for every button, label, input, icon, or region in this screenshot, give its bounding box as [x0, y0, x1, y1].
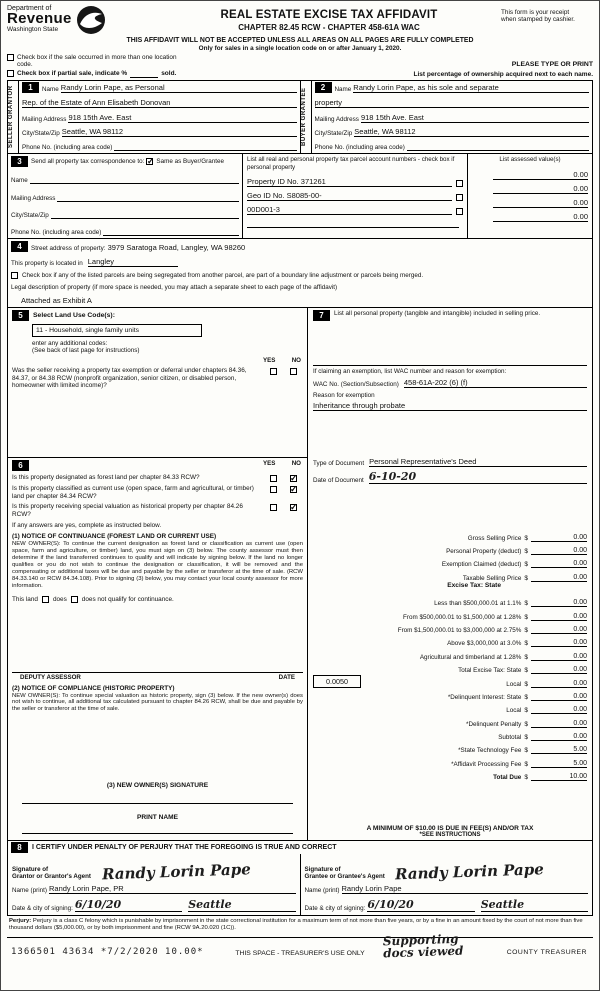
deputy-assessor-label: DEPUTY ASSESSOR [20, 673, 81, 681]
money-label: Subtotal [498, 734, 522, 742]
land-does-not-checkbox[interactable] [71, 596, 78, 603]
corr-phone-label: Phone No. (including area code) [11, 229, 102, 236]
receipt-note-line1: This form is your receipt [501, 9, 570, 16]
notice-continuance-title: (1) NOTICE OF CONTINUANCE (FOREST LAND OR CURRENT USE) [12, 533, 217, 541]
supporting-docs-line2: docs viewed [382, 943, 464, 961]
located-in-label: This property is located in [11, 260, 83, 267]
current-use-question: Is this property classified as current use (open space, farm and agricultural, or timber) land per chapter 84.34 RCW? [12, 485, 254, 500]
dollar-sign: $ [524, 774, 528, 782]
money-label: Local [506, 707, 522, 715]
parcel-personal-checkbox-2[interactable] [456, 194, 463, 201]
supporting-docs-line1: Supporting [382, 931, 459, 949]
section-8-badge: 8 [11, 842, 28, 853]
receipt-note [501, 5, 593, 23]
section-3-badge: 3 [11, 156, 28, 167]
doc-date-label: Date of Document [313, 477, 364, 485]
dollar-sign: $ [524, 693, 528, 701]
dollar-sign: $ [524, 547, 528, 555]
perjury-text: Perjury is a class C felony which is punishable by imprisonment in the state correctional institution for a maximum term of not more than five years, or by a fine in an amount fixed by the court of not more than five thousand dollars ($5,000.00), or by both imprisonment and fine (RCW 9A.20.020 (1C)). [9, 918, 583, 931]
land-use-section [8, 308, 307, 458]
historic-question: Is this property receiving special valuation as historical property per chapter 84.26 RCW? [12, 503, 243, 518]
money-value[interactable]: 0.00 [531, 680, 587, 688]
assessed-value-4[interactable]: 0.00 [493, 212, 588, 222]
does-label: does [52, 595, 67, 603]
buyer-mailing-input[interactable]: 918 15th Ave. East [361, 113, 589, 123]
grantee-city-input[interactable]: Seattle [481, 898, 588, 912]
money-value[interactable]: 0.00 [531, 693, 587, 701]
street-address-input[interactable]: 3979 Saratoga Road, Langley, WA 98260 [107, 243, 246, 252]
segregated-label: Check box if any of the listed parcels are being segregated from another parcel, are part of a boundary line adjustment or parcels being merged. [22, 272, 424, 279]
same-as-buyer-label: Same as Buyer/Grantee [156, 158, 224, 165]
parcel-list [243, 154, 468, 238]
seller-mailing-label: Mailing Address [22, 115, 67, 123]
deferral-no-checkbox[interactable] [290, 368, 297, 375]
grantee-name-print-label: Name (print) [304, 887, 340, 894]
multi-location-group [7, 54, 192, 68]
grantee-name-print-input[interactable]: Randy Lorin Pape [342, 884, 589, 894]
section-7-badge: 7 [313, 310, 330, 321]
perjury-label: Perjury: [9, 918, 32, 924]
buyer-csz-input[interactable]: Seattle, WA 98112 [354, 127, 589, 137]
personal-property-intro: List all personal property (tangible and intangible) included in selling price. [334, 310, 541, 317]
buyer-csz-label: City/State/Zip [314, 130, 353, 138]
money-value[interactable]: 0.00 [531, 599, 587, 607]
money-label: Total Excise Tax: State [458, 667, 522, 675]
correspondence-section [7, 153, 593, 239]
acceptance-warning: THIS AFFIDAVIT WILL NOT BE ACCEPTED UNLESS ALL AREAS ON ALL PAGES ARE FULLY COMPLETED [126, 37, 474, 44]
form-header [7, 5, 593, 35]
section-4-badge: 4 [11, 241, 28, 252]
money-value[interactable]: 0.00 [531, 733, 587, 741]
partial-sale-checkbox[interactable] [7, 70, 14, 77]
wac-label: WAC No. (Section/Subsection) [313, 380, 399, 388]
section-1-badge: 1 [22, 82, 39, 93]
continuance-qualify-row [12, 596, 303, 603]
dollar-sign: $ [524, 707, 528, 715]
reason-input[interactable]: Inheritance through probate [313, 401, 587, 411]
grantee-date-city-label: Date & city of signing: [304, 905, 366, 912]
property-location-section [7, 238, 593, 308]
dollar-sign: $ [524, 600, 528, 608]
money-label: *Delinquent Interest: State [447, 693, 522, 701]
dollar-sign: $ [524, 653, 528, 661]
print-name-input[interactable] [22, 833, 293, 834]
grantor-agent-text: Grantor or Grantor's Agent [12, 873, 91, 880]
forest-land-question-row [12, 474, 303, 482]
no-header: NO [291, 460, 301, 467]
doc-date-input[interactable]: 6-10-20 [369, 470, 587, 484]
doc-type-label: Type of Document [313, 460, 365, 468]
new-owner-signature-block [12, 782, 303, 838]
county-treasurer-label: COUNTY TREASURER [506, 949, 587, 956]
same-as-buyer-checkbox[interactable] [146, 158, 153, 165]
corr-csz-input[interactable] [51, 210, 239, 219]
signature-of-text: Signature of [304, 866, 341, 873]
parties-section [7, 80, 593, 154]
dollar-sign: $ [524, 626, 528, 634]
grantee-agent-text: Grantee or Grantee's Agent [304, 873, 385, 880]
land-does-checkbox[interactable] [42, 596, 49, 603]
money-value[interactable]: 0.00 [531, 534, 587, 542]
location-code-row [7, 54, 593, 68]
money-value[interactable]: 0.00 [531, 653, 587, 661]
additional-codes-label: enter any additional codes: [32, 340, 108, 347]
money-value[interactable]: 0.00 [531, 720, 587, 728]
money-label: Agricultural and timberland at 1.28% [419, 653, 522, 661]
minimum-due-note: A MINIMUM OF $10.00 IS DUE IN FEE(S) AND/OR TAX [366, 824, 534, 832]
new-owner-signature-title: (3) NEW OWNER(S) SIGNATURE [106, 782, 209, 789]
no-header: NO [291, 357, 301, 364]
current-use-no-checkbox[interactable] [290, 486, 297, 493]
deferral-question-row [12, 367, 303, 390]
notice-continuance-text: NEW OWNER(S): To continue the current designation as forest land or classification as current use (open space, farm and agriculture, or timber) land, you must sign on (3) below. The county assessor must then determine if the land transferred continues to qualify and will indicate by signing below. If the land no longer qualifies or you do not wish to continue the designation or classification, it will be removed and the compensating or additional taxes will be due and payable by the seller or transferor at the time of sale. (RCW 84.33.140 or RCW 84.34.108). Prior to signing (3) below, you may contact your local county assessor for more information. [12, 541, 303, 589]
grantor-name-print-label: Name (print) [12, 887, 47, 894]
doc-type-input[interactable]: Personal Representative's Deed [369, 457, 587, 467]
dollar-sign: $ [524, 561, 528, 569]
wac-input[interactable]: 458-61A-202 (6) (f) [404, 378, 587, 388]
seller-fields [19, 81, 300, 153]
assessed-value-3[interactable]: 0.00 [493, 198, 588, 208]
assessed-value-2[interactable]: 0.00 [493, 184, 588, 194]
if-any-yes-note: If any answers are yes, complete as instructed below. [12, 522, 162, 530]
corr-phone-input[interactable] [103, 227, 239, 236]
buyer-phone-input[interactable] [407, 142, 589, 151]
deferral-yes-checkbox[interactable] [270, 368, 277, 375]
money-label: Exemption Claimed (deduct) [441, 561, 522, 569]
forest-land-question: Is this property designated as forest land per chapter 84.33 RCW? [12, 474, 200, 481]
parcel-personal-checkbox-1[interactable] [456, 180, 463, 187]
money-label: Above $3,000,000 at 3.0% [447, 640, 522, 648]
deputy-assessor-line [12, 672, 303, 681]
buyer-section [301, 81, 593, 153]
seller-phone-label: Phone No. (including area code) [22, 144, 113, 151]
legal-description-label: Legal description of property (if more space is needed, you may attach a separate sheet to each page of the affidavit) [11, 284, 338, 291]
current-use-yes-checkbox[interactable] [270, 486, 277, 493]
seller-phone-input[interactable] [114, 142, 296, 151]
correspondence-left [8, 154, 243, 238]
buyer-mailing-label: Mailing Address [314, 115, 359, 123]
parcel-input-4[interactable] [247, 219, 459, 228]
seller-name-input[interactable]: Randy Lorin Pape, as Personal [61, 83, 297, 93]
certify-statement: I CERTIFY UNDER PENALTY OF PERJURY THAT THE FOREGOING IS TRUE AND CORRECT [32, 844, 337, 851]
assessed-values [468, 154, 592, 238]
revenue-text: Revenue [7, 10, 72, 27]
supporting-docs-note [382, 933, 463, 960]
does-not-label: does not qualify for continuance. [81, 595, 174, 603]
certification-section [7, 840, 593, 916]
segregated-checkbox[interactable] [11, 272, 18, 279]
assessed-value-1[interactable]: 0.00 [493, 170, 588, 180]
dollar-sign: $ [524, 747, 528, 755]
dollar-sign: $ [524, 534, 528, 542]
money-value[interactable]: 0.00 [531, 613, 587, 621]
legal-description-input[interactable]: Attached as Exhibit A [21, 296, 92, 305]
receipt-note-line2: when stamped by cashier. [501, 16, 575, 23]
section-5-badge: 5 [12, 310, 29, 321]
deferral-question: Was the seller receiving a property tax exemption or deferral under chapters 84.36, 84.37, or 84.38 RCW (nonprofit organization, senior citizen, or disabled person, homeowner with limited income)? [12, 367, 247, 390]
parcel-list-header: List all real and personal property tax parcel account numbers - check box if personal property [247, 156, 455, 171]
seller-mailing-input[interactable]: 918 15th Ave. East [68, 113, 296, 123]
document-block [313, 454, 587, 484]
partial-sale-label: Check box if partial sale, indicate % [17, 70, 128, 77]
buyer-phone-label: Phone No. (including area code) [314, 144, 405, 151]
dor-logo-block [7, 5, 157, 35]
grantor-date-city-label: Date & city of signing: [12, 905, 73, 912]
section-6-badge: 6 [12, 460, 29, 471]
corr-name-label: Name [11, 177, 28, 185]
assessed-values-header: List assessed value(s) [499, 156, 561, 163]
grantor-certification [8, 854, 301, 915]
title-block [157, 5, 501, 32]
grantor-date-input[interactable]: 6/10/20 [75, 898, 182, 912]
signature-of-text: Signature of [12, 866, 49, 873]
parcel-input-3[interactable]: 00D001-3 [247, 205, 452, 215]
corr-mailing-label: Mailing Address [11, 194, 56, 202]
forest-yes-checkbox[interactable] [270, 475, 277, 482]
money-value[interactable]: 0.00 [531, 560, 587, 568]
dept-of-text: Department of [7, 5, 52, 12]
please-type-label: PLEASE TYPE OR PRINT [511, 61, 593, 68]
exemption-intro: If claiming an exemption, list WAC number and reason for exemption: [313, 367, 507, 375]
multi-location-label: Check box if the sale occurred in more than one location code. [17, 54, 177, 68]
buyer-name-input-line2[interactable]: property [315, 98, 590, 108]
money-label: Less than $500,000.01 at 1.1% [434, 600, 522, 608]
buyer-grantee-vertical-label: BUYER GRANTEE [301, 81, 312, 153]
grantor-name-print-input[interactable]: Randy Lorin Pape, PR [49, 884, 296, 894]
notice-compliance-title: (2) NOTICE OF COMPLIANCE (HISTORIC PROPERTY) [12, 684, 175, 692]
buyer-fields [312, 81, 593, 153]
dollar-sign: $ [524, 613, 528, 621]
money-label: From $500,000.01 to $1,500,000 at 1.28% [403, 613, 522, 621]
dollar-sign: $ [524, 574, 528, 582]
sec6-yesno-header [263, 460, 303, 467]
historic-no-checkbox[interactable] [290, 504, 297, 511]
yes-header: YES [263, 357, 276, 364]
money-label: *State Technology Fee [458, 747, 522, 755]
local-rate-box: 0.0050 [313, 675, 361, 688]
reason-label: Reason for exemption [313, 391, 375, 399]
current-use-question-row [12, 485, 303, 500]
money-label: Local [506, 680, 522, 688]
dor-wordmark [7, 5, 72, 33]
money-label: From $1,500,000.01 to $3,000,000 at 2.75% [397, 626, 522, 634]
this-land-label: This land [12, 595, 38, 603]
personal-property-section [308, 308, 592, 840]
grantee-date-input[interactable]: 6/10/20 [367, 898, 474, 912]
corr-mailing-input[interactable] [57, 193, 239, 202]
money-value[interactable]: 10.00 [531, 773, 587, 781]
seller-csz-input[interactable]: Seattle, WA 98112 [62, 127, 297, 137]
dollar-sign: $ [524, 760, 528, 768]
grantee-signature-input[interactable]: Randy Lorin Pape [394, 860, 544, 884]
correspondence-label: Send all property tax correspondence to: [31, 158, 145, 165]
money-value[interactable]: 0.00 [531, 706, 587, 714]
designation-section [8, 458, 307, 840]
partial-sale-group [7, 70, 176, 78]
dollar-sign: $ [524, 667, 528, 675]
print-name-label: PRINT NAME [136, 814, 179, 821]
grantee-certification [301, 854, 593, 915]
grantee-signature-label [305, 866, 395, 880]
buyer-name-label: Name [334, 86, 352, 93]
new-owner-signature-input[interactable] [22, 803, 293, 804]
washington-state-text: Washington State [7, 26, 59, 33]
dor-swirl-icon [76, 5, 106, 35]
money-value[interactable]: 0.00 [531, 547, 587, 555]
partial-percent-input[interactable] [130, 70, 158, 78]
money-block [313, 528, 587, 781]
dollar-sign: $ [524, 680, 528, 688]
parcel-input-2[interactable]: Geo ID No. S8085-00- [247, 191, 452, 201]
buyer-name-input[interactable]: Randy Lorin Pape, as his sole and separate [353, 83, 589, 93]
money-value[interactable]: 0.00 [531, 666, 587, 674]
located-in-input[interactable]: Langley [88, 257, 178, 267]
seller-csz-label: City/State/Zip [22, 130, 60, 138]
money-label: Taxable Selling Price [462, 574, 522, 582]
forest-no-checkbox[interactable] [290, 475, 297, 482]
seller-grantor-vertical-label: SELLER GRANTOR [8, 81, 19, 153]
land-use-title: Select Land Use Code(s): [33, 312, 115, 319]
money-label: *Affidavit Processing Fee [451, 760, 522, 768]
grantor-signature-input[interactable]: Randy Lorin Pape [101, 860, 252, 884]
multi-location-checkbox[interactable] [7, 54, 14, 61]
treasurer-space-label: THIS SPACE - TREASURER'S USE ONLY [235, 950, 365, 957]
partial-sale-row [7, 70, 593, 78]
form-title: REAL ESTATE EXCISE TAX AFFIDAVIT [220, 9, 438, 21]
money-value[interactable]: 0.00 [531, 574, 587, 582]
money-value[interactable]: 0.00 [531, 626, 587, 634]
money-label: Gross Selling Price [467, 534, 522, 542]
street-address-label: Street address of property: [31, 245, 106, 252]
money-value[interactable]: 0.00 [531, 639, 587, 647]
grantor-signature-label [12, 866, 102, 880]
left-column [8, 308, 308, 840]
parcel-personal-checkbox-3[interactable] [456, 208, 463, 215]
excise-tax-state-header: Excise Tax: State [447, 581, 501, 589]
land-use-code-input[interactable]: 11 - Household, single family units [32, 324, 202, 337]
treasurer-footer [7, 931, 593, 969]
historic-question-row [12, 503, 303, 518]
corr-name-input[interactable] [30, 175, 239, 184]
dollar-sign: $ [524, 734, 528, 742]
perjury-notice [7, 916, 593, 937]
date-label: DATE [278, 673, 295, 681]
money-label: Personal Property (deduct) [446, 547, 522, 555]
seller-name-label: Name [42, 86, 59, 93]
money-value[interactable]: 5.00 [531, 760, 587, 768]
main-columns [7, 307, 593, 841]
corr-csz-label: City/State/Zip [11, 211, 49, 219]
ownership-note: List percentage of ownership acquired next to each name. [413, 71, 593, 78]
seller-section [8, 81, 301, 153]
parcel-input-1[interactable]: Property ID No. 371261 [247, 177, 452, 187]
seller-name-input-line2[interactable]: Rep. of the Estate of Ann Elisabeth Donovan [22, 98, 297, 108]
money-label: Total Due [493, 774, 522, 782]
partial-sold-label: sold. [161, 70, 177, 77]
notice-compliance-text: NEW OWNER(S): To continue special valuation as historic property, sign (3) below. If the new owner(s) does not wish to continue, all additional tax calculated pursuant to chapter 84.26 RCW, shall be due and payable by the seller or transferor at the time of sale. [12, 692, 303, 713]
section-2-badge: 2 [315, 82, 332, 93]
grantor-city-input[interactable]: Seattle [188, 898, 295, 912]
see-back-note: (See back of last page for instructions) [32, 347, 140, 354]
form-subtitle: CHAPTER 82.45 RCW - CHAPTER 458-61A WAC [238, 23, 420, 32]
money-label: *Delinquent Penalty [466, 720, 522, 728]
see-instructions-note: *SEE INSTRUCTIONS [419, 831, 481, 838]
only-for-note: Only for sales in a single location code on or after January 1, 2020. [198, 45, 402, 52]
dollar-sign: $ [524, 720, 528, 728]
money-value[interactable]: 5.00 [531, 746, 587, 754]
exemption-block [313, 365, 587, 411]
sec5-yesno-header [263, 357, 303, 364]
cashier-stamp: 1366501 43634 *7/2/2020 10.00* [11, 947, 204, 957]
yes-header: YES [263, 460, 276, 467]
dollar-sign: $ [524, 640, 528, 648]
historic-yes-checkbox[interactable] [270, 504, 277, 511]
